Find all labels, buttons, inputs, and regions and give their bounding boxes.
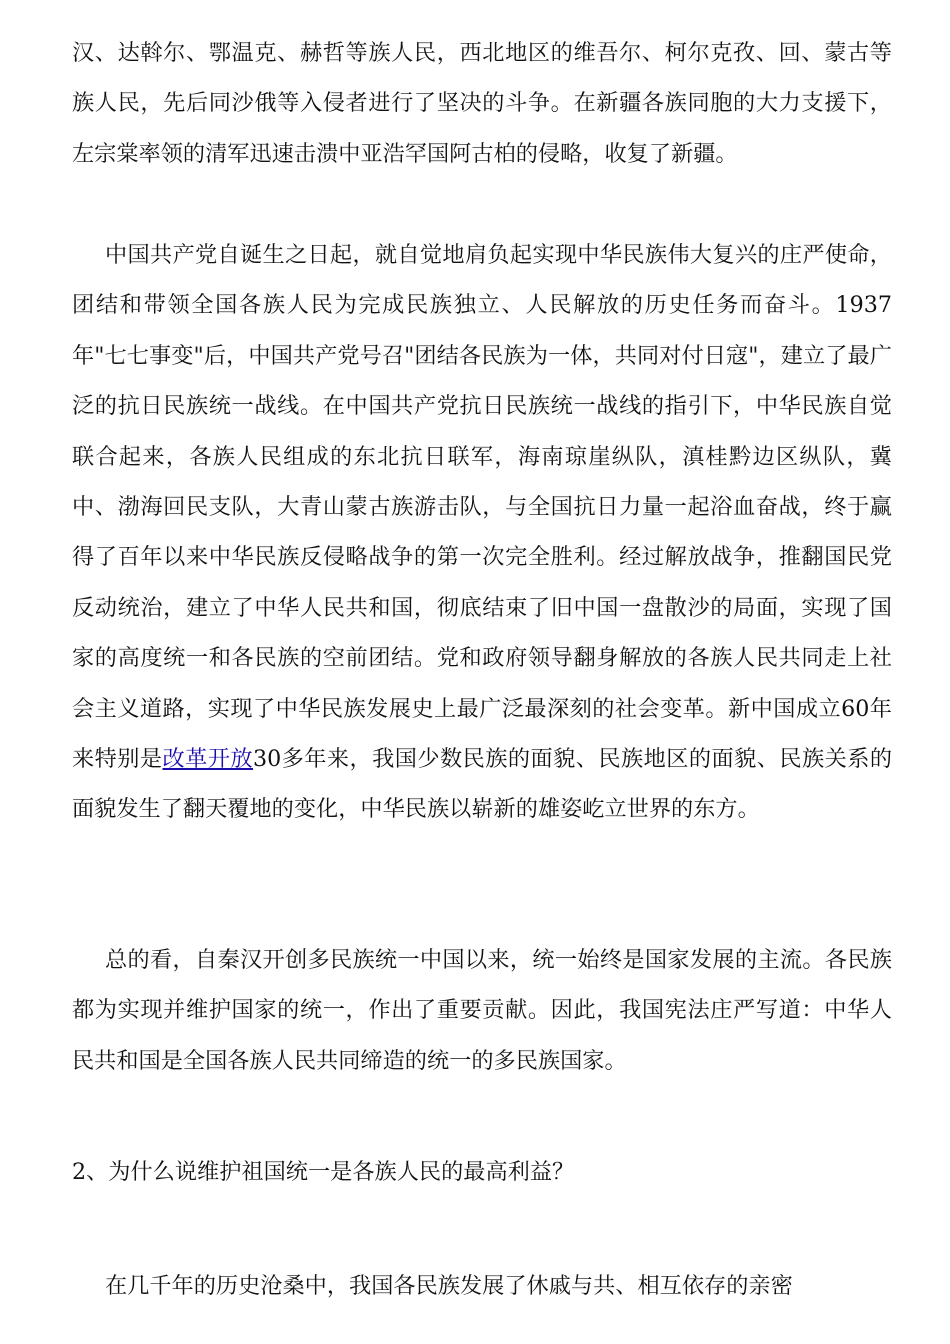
paragraph-1: 汉、达斡尔、鄂温克、赫哲等族人民，西北地区的维吾尔、柯尔克孜、回、蒙古等族人民，先后同沙俄等入侵者进行了坚决的斗争。在新疆各族同胞的大力支援下，左宗棠率领的清军迅速击溃中亚浩罕国阿古柏的侵略，收复了新疆。 <box>72 40 892 167</box>
paragraph-2 <box>72 230 892 835</box>
question-heading: 2、为什么说维护祖国统一是各族人民的最高利益？ <box>72 1159 575 1185</box>
paragraph-2-text-after-link: 30多年来，我国少数民族的面貌、民族地区的面貌、民族关系的面貌发生了翻天覆地的变化，中华民族以崭新的雄姿屹立世界的东方。 <box>72 746 893 823</box>
paragraph-2-text-before-link: 中国共产党自诞生之日起，就自觉地肩负起实现中华民族伟大复兴的庄严使命，团结和带领全国各族人民为完成民族独立、人民解放的历史任务而奋斗。1937年"七七事变"后，中国共产党号召"团结各民族为一体，共同对付日寇"，建立了最广泛的抗日民族统一战线。在中国共产党抗日民族统一战线的指引下，中华民族自觉联合起来，各族人民组成的东北抗日联军，海南琼崖纵队，滇桂黔边区纵队，冀中、渤海回民支队，大青山蒙古族游击队，与全国抗日力量一起浴血奋战，终于赢得了百年以来中华民族反侵略战争的第一次完全胜利。经过解放战争，推翻国民党反动统治，建立了中华人民共和国，彻底结束了旧中国一盘散沙的局面，实现了国家的高度统一和各民族的空前团结。党和政府领导翻身解放的各族人民共同走上社会主义道路，实现了中华民族发展史上最广泛最深刻的社会变革。新中国成立60年来特别是 <box>72 242 892 773</box>
paragraph-3: 总的看，自秦汉开创多民族统一中国以来，统一始终是国家发展的主流。各民族都为实现并维护国家的统一，作出了重要贡献。因此，我国宪法庄严写道：中华人民共和国是全国各族人民共同缔造的统一的多民族国家。 <box>72 947 892 1074</box>
paragraph-4: 在几千年的历史沧桑中，我国各民族发展了休戚与共、相互依存的亲密 <box>105 1273 793 1299</box>
reform-opening-link[interactable]: 改革开放 <box>162 746 253 773</box>
